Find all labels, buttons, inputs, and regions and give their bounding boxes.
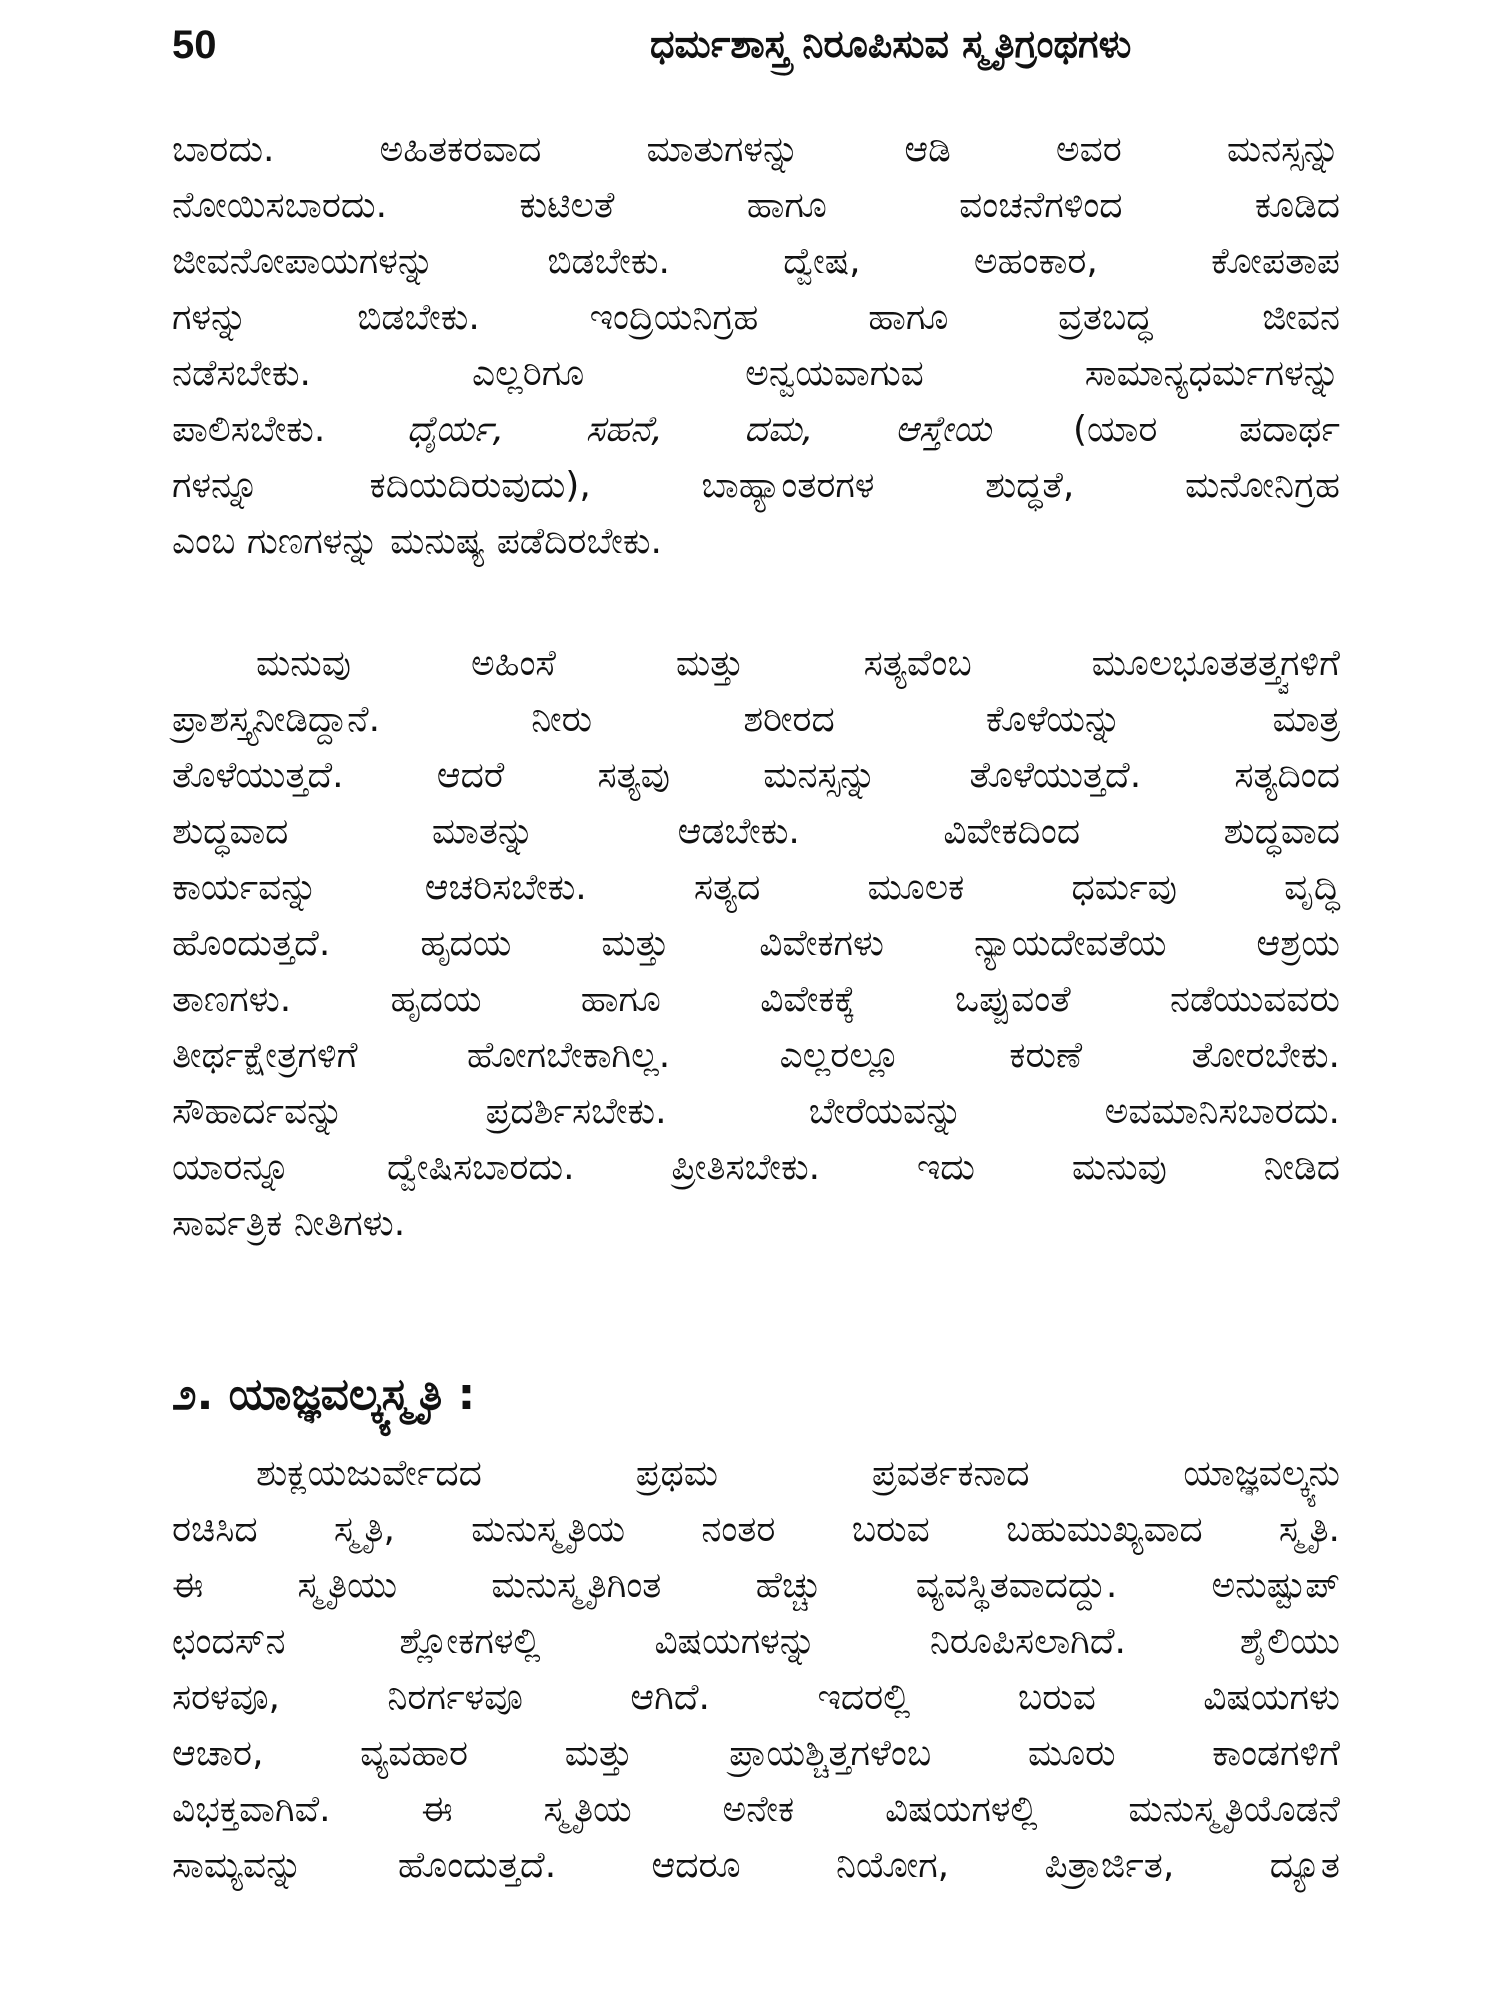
text-line: ನಡೆಸಬೇಕು. ಎಲ್ಲರಿಗೂ ಅನ್ವಯವಾಗುವ ಸಾಮಾನ್ಯಧರ್ಮಗಳನ್ನು	[172, 353, 1340, 394]
section-heading: ೨. ಯಾಜ್ಞವಲ್ಕ್ಯಸ್ಮೃತಿ :	[172, 1369, 476, 1420]
text-line: ಶುದ್ಧವಾದ ಮಾತನ್ನು ಆಡಬೇಕು. ವಿವೇಕದಿಂದ ಶುದ್ಧವಾದ	[172, 811, 1340, 852]
text-line-with-italics	[172, 402, 1340, 458]
italic-virtues: ಧೈರ್ಯ, ಸಹನೆ, ದಮ, ಆಸ್ತೇಯ	[407, 409, 992, 450]
text-line: ರಚಿಸಿದ ಸ್ಮೃತಿ, ಮನುಸ್ಮೃತಿಯ ನಂತರ ಬರುವ ಬಹುಮುಖ್ಯವಾದ ಸ್ಮೃತಿ.	[172, 1509, 1340, 1550]
text-line: ತೊಳೆಯುತ್ತದೆ. ಆದರೆ ಸತ್ಯವು ಮನಸ್ಸನ್ನು ತೊಳೆಯುತ್ತದೆ. ಸತ್ಯದಿಂದ	[172, 755, 1340, 796]
text-line: ಹೊಂದುತ್ತದೆ. ಹೃದಯ ಮತ್ತು ವಿವೇಕಗಳು ನ್ಯಾಯದೇವತೆಯ ಆಶ್ರಯ	[172, 923, 1340, 964]
text-line: ಮನುವು ಅಹಿಂಸೆ ಮತ್ತು ಸತ್ಯವೆಂಬ ಮೂಲಭೂತತತ್ತ್ವಗಳಿಗೆ	[256, 643, 1340, 684]
text-line: ಪ್ರಾಶಸ್ತ್ಯನೀಡಿದ್ದಾನೆ. ನೀರು ಶರೀರದ ಕೊಳೆಯನ್ನು ಮಾತ್ರ	[172, 699, 1340, 740]
text-line: ಯಾರನ್ನೂ ದ್ವೇಷಿಸಬಾರದು. ಪ್ರೀತಿಸಬೇಕು. ಇದು ಮನುವು ನೀಡಿದ	[172, 1147, 1340, 1188]
text-line: ಕಾರ್ಯವನ್ನು ಆಚರಿಸಬೇಕು. ಸತ್ಯದ ಮೂಲಕ ಧರ್ಮವು ವೃದ್ಧಿ	[172, 867, 1340, 908]
paragraph-3	[172, 1446, 1340, 1894]
text-line: ಛಂದಸ್‌ನ ಶ್ಲೋಕಗಳಲ್ಲಿ ವಿಷಯಗಳನ್ನು ನಿರೂಪಿಸಲಾಗಿದೆ. ಶೈಲಿಯು	[172, 1621, 1340, 1662]
text-line: ಗಳನ್ನೂ ಕದಿಯದಿರುವುದು), ಬಾಹ್ಯಾಂತರಗಳ ಶುದ್ಧತೆ, ಮನೋನಿಗ್ರಹ	[172, 465, 1340, 506]
text-line: ಆಚಾರ, ವ್ಯವಹಾರ ಮತ್ತು ಪ್ರಾಯಶ್ಚಿತ್ತಗಳೆಂಬ ಮೂರು ಕಾಂಡಗಳಿಗೆ	[172, 1733, 1340, 1774]
text-line: ನೋಯಿಸಬಾರದು. ಕುಟಿಲತೆ ಹಾಗೂ ವಂಚನೆಗಳಿಂದ ಕೂಡಿದ	[172, 185, 1340, 226]
text-line: ಬಾರದು. ಅಹಿತಕರವಾದ ಮಾತುಗಳನ್ನು ಆಡಿ ಅವರ ಮನಸ್ಸನ್ನು	[172, 129, 1340, 170]
text-line: ಜೀವನೋಪಾಯಗಳನ್ನು ಬಿಡಬೇಕು. ದ್ವೇಷ, ಅಹಂಕಾರ, ಕೋಪತಾಪ	[172, 241, 1340, 282]
text-line: ಎಂಬ ಗುಣಗಳನ್ನು ಮನುಷ್ಯ ಪಡೆದಿರಬೇಕು.	[172, 521, 662, 562]
paragraph-2	[172, 636, 1340, 1252]
text-line: ಸರಳವೂ, ನಿರರ್ಗಳವೂ ಆಗಿದೆ. ಇದರಲ್ಲಿ ಬರುವ ವಿಷಯಗಳು	[172, 1677, 1340, 1718]
text-line: ತೀರ್ಥಕ್ಷೇತ್ರಗಳಿಗೆ ಹೋಗಬೇಕಾಗಿಲ್ಲ. ಎಲ್ಲರಲ್ಲೂ ಕರುಣೆ ತೋರಬೇಕು.	[172, 1035, 1340, 1076]
text-segment: (ಯಾರ ಪದಾರ್ಥ	[991, 409, 1340, 450]
text-line: ಸೌಹಾರ್ದವನ್ನು ಪ್ರದರ್ಶಿಸಬೇಕು. ಬೇರೆಯವನ್ನು ಅವಮಾನಿಸಬಾರದು.	[172, 1091, 1340, 1132]
text-line: ಈ ಸ್ಮೃತಿಯು ಮನುಸ್ಮೃತಿಗಿಂತ ಹೆಚ್ಚು ವ್ಯವಸ್ಥಿತವಾದದ್ದು. ಅನುಷ್ಟುಪ್	[172, 1565, 1340, 1606]
text-segment: ಪಾಲಿಸಬೇಕು.	[172, 409, 407, 450]
text-line: ಸಾರ್ವತ್ರಿಕ ನೀತಿಗಳು.	[172, 1203, 406, 1244]
paragraph-1	[172, 122, 1340, 570]
page-number: 50	[172, 23, 217, 67]
text-line: ಶುಕ್ಲಯಜುರ್ವೇದದ ಪ್ರಥಮ ಪ್ರವರ್ತಕನಾದ ಯಾಜ್ಞವಲ್ಕ್ಯನು	[256, 1453, 1340, 1494]
running-title: ಧರ್ಮಶಾಸ್ತ್ರ ನಿರೂಪಿಸುವ ಸ್ಮೃತಿಗ್ರಂಥಗಳು	[650, 22, 1132, 66]
text-line: ಸಾಮ್ಯವನ್ನು ಹೊಂದುತ್ತದೆ. ಆದರೂ ನಿಯೋಗ, ಪಿತ್ರಾರ್ಜಿತ, ದ್ಯೂತ	[172, 1845, 1340, 1886]
text-line: ತಾಣಗಳು. ಹೃದಯ ಹಾಗೂ ವಿವೇಕಕ್ಕೆ ಒಪ್ಪುವಂತೆ ನಡೆಯುವವರು	[172, 979, 1340, 1020]
text-line: ವಿಭಕ್ತವಾಗಿವೆ. ಈ ಸ್ಮೃತಿಯ ಅನೇಕ ವಿಷಯಗಳಲ್ಲಿ ಮನುಸ್ಮೃತಿಯೊಡನೆ	[172, 1789, 1340, 1830]
text-line: ಗಳನ್ನು ಬಿಡಬೇಕು. ಇಂದ್ರಿಯನಿಗ್ರಹ ಹಾಗೂ ವ್ರತಬದ್ಧ ಜೀವನ	[172, 297, 1340, 338]
